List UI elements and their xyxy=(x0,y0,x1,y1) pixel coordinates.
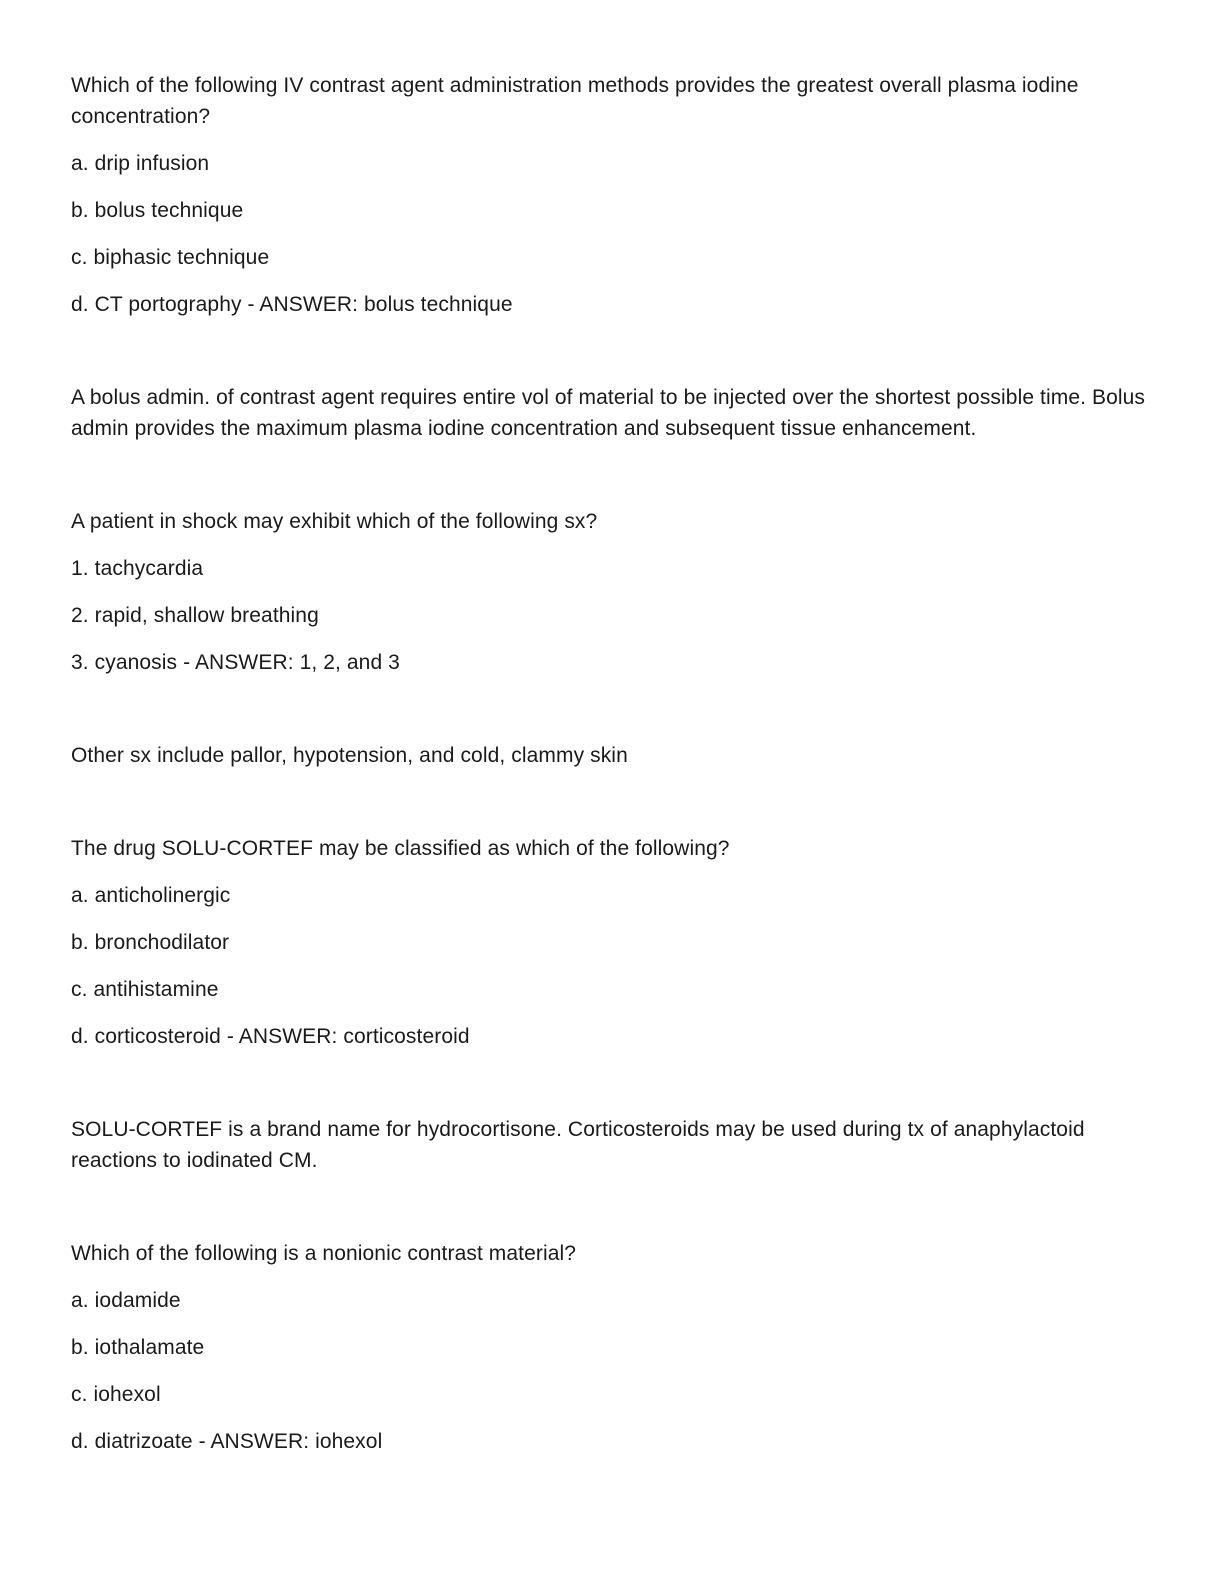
answer-option: a. drip infusion xyxy=(71,152,210,175)
document-page xyxy=(71,70,1151,1457)
question-block-3 xyxy=(71,833,1151,1176)
answer-option-with-answer: d. corticosteroid - ANSWER: corticosteroid xyxy=(71,1025,470,1048)
answer-option: 2. rapid, shallow breathing xyxy=(71,604,319,627)
question-block-1 xyxy=(71,70,1151,444)
question-text: Which of the following is a nonionic contrast material? xyxy=(71,1242,577,1265)
answer-option: b. iothalamate xyxy=(71,1336,205,1359)
answer-option: 1. tachycardia xyxy=(71,557,204,580)
question-text: A patient in shock may exhibit which of the following sx? xyxy=(71,510,598,533)
answer-option: c. biphasic technique xyxy=(71,246,270,269)
answer-option: b. bolus technique xyxy=(71,199,244,222)
question-text: Which of the following IV contrast agent administration methods provides the greatest overall plasma iodine concentration? xyxy=(71,74,1079,128)
answer-option: b. bronchodilator xyxy=(71,931,230,954)
answer-option-with-answer: 3. cyanosis - ANSWER: 1, 2, and 3 xyxy=(71,651,400,674)
answer-option: c. antihistamine xyxy=(71,978,219,1001)
answer-option: c. iohexol xyxy=(71,1383,161,1406)
question-block-4 xyxy=(71,1238,1151,1457)
answer-option-with-answer: d. diatrizoate - ANSWER: iohexol xyxy=(71,1430,383,1453)
answer-option: a. iodamide xyxy=(71,1289,181,1312)
explanation-text: A bolus admin. of contrast agent requires entire vol of material to be injected over the shortest possible time. Bolus admin provides the maximum plasma iodine concentration and subsequent tissue enhancement. xyxy=(71,386,1146,440)
question-block-2 xyxy=(71,506,1151,771)
answer-option: a. anticholinergic xyxy=(71,884,231,907)
explanation-text: SOLU-CORTEF is a brand name for hydrocortisone. Corticosteroids may be used during tx of anaphylactoid reactions to iodinated CM. xyxy=(71,1118,1085,1172)
answer-option-with-answer: d. CT portography - ANSWER: bolus technique xyxy=(71,293,513,316)
question-text: The drug SOLU-CORTEF may be classified as which of the following? xyxy=(71,837,730,860)
explanation-text: Other sx include pallor, hypotension, and cold, clammy skin xyxy=(71,744,628,767)
